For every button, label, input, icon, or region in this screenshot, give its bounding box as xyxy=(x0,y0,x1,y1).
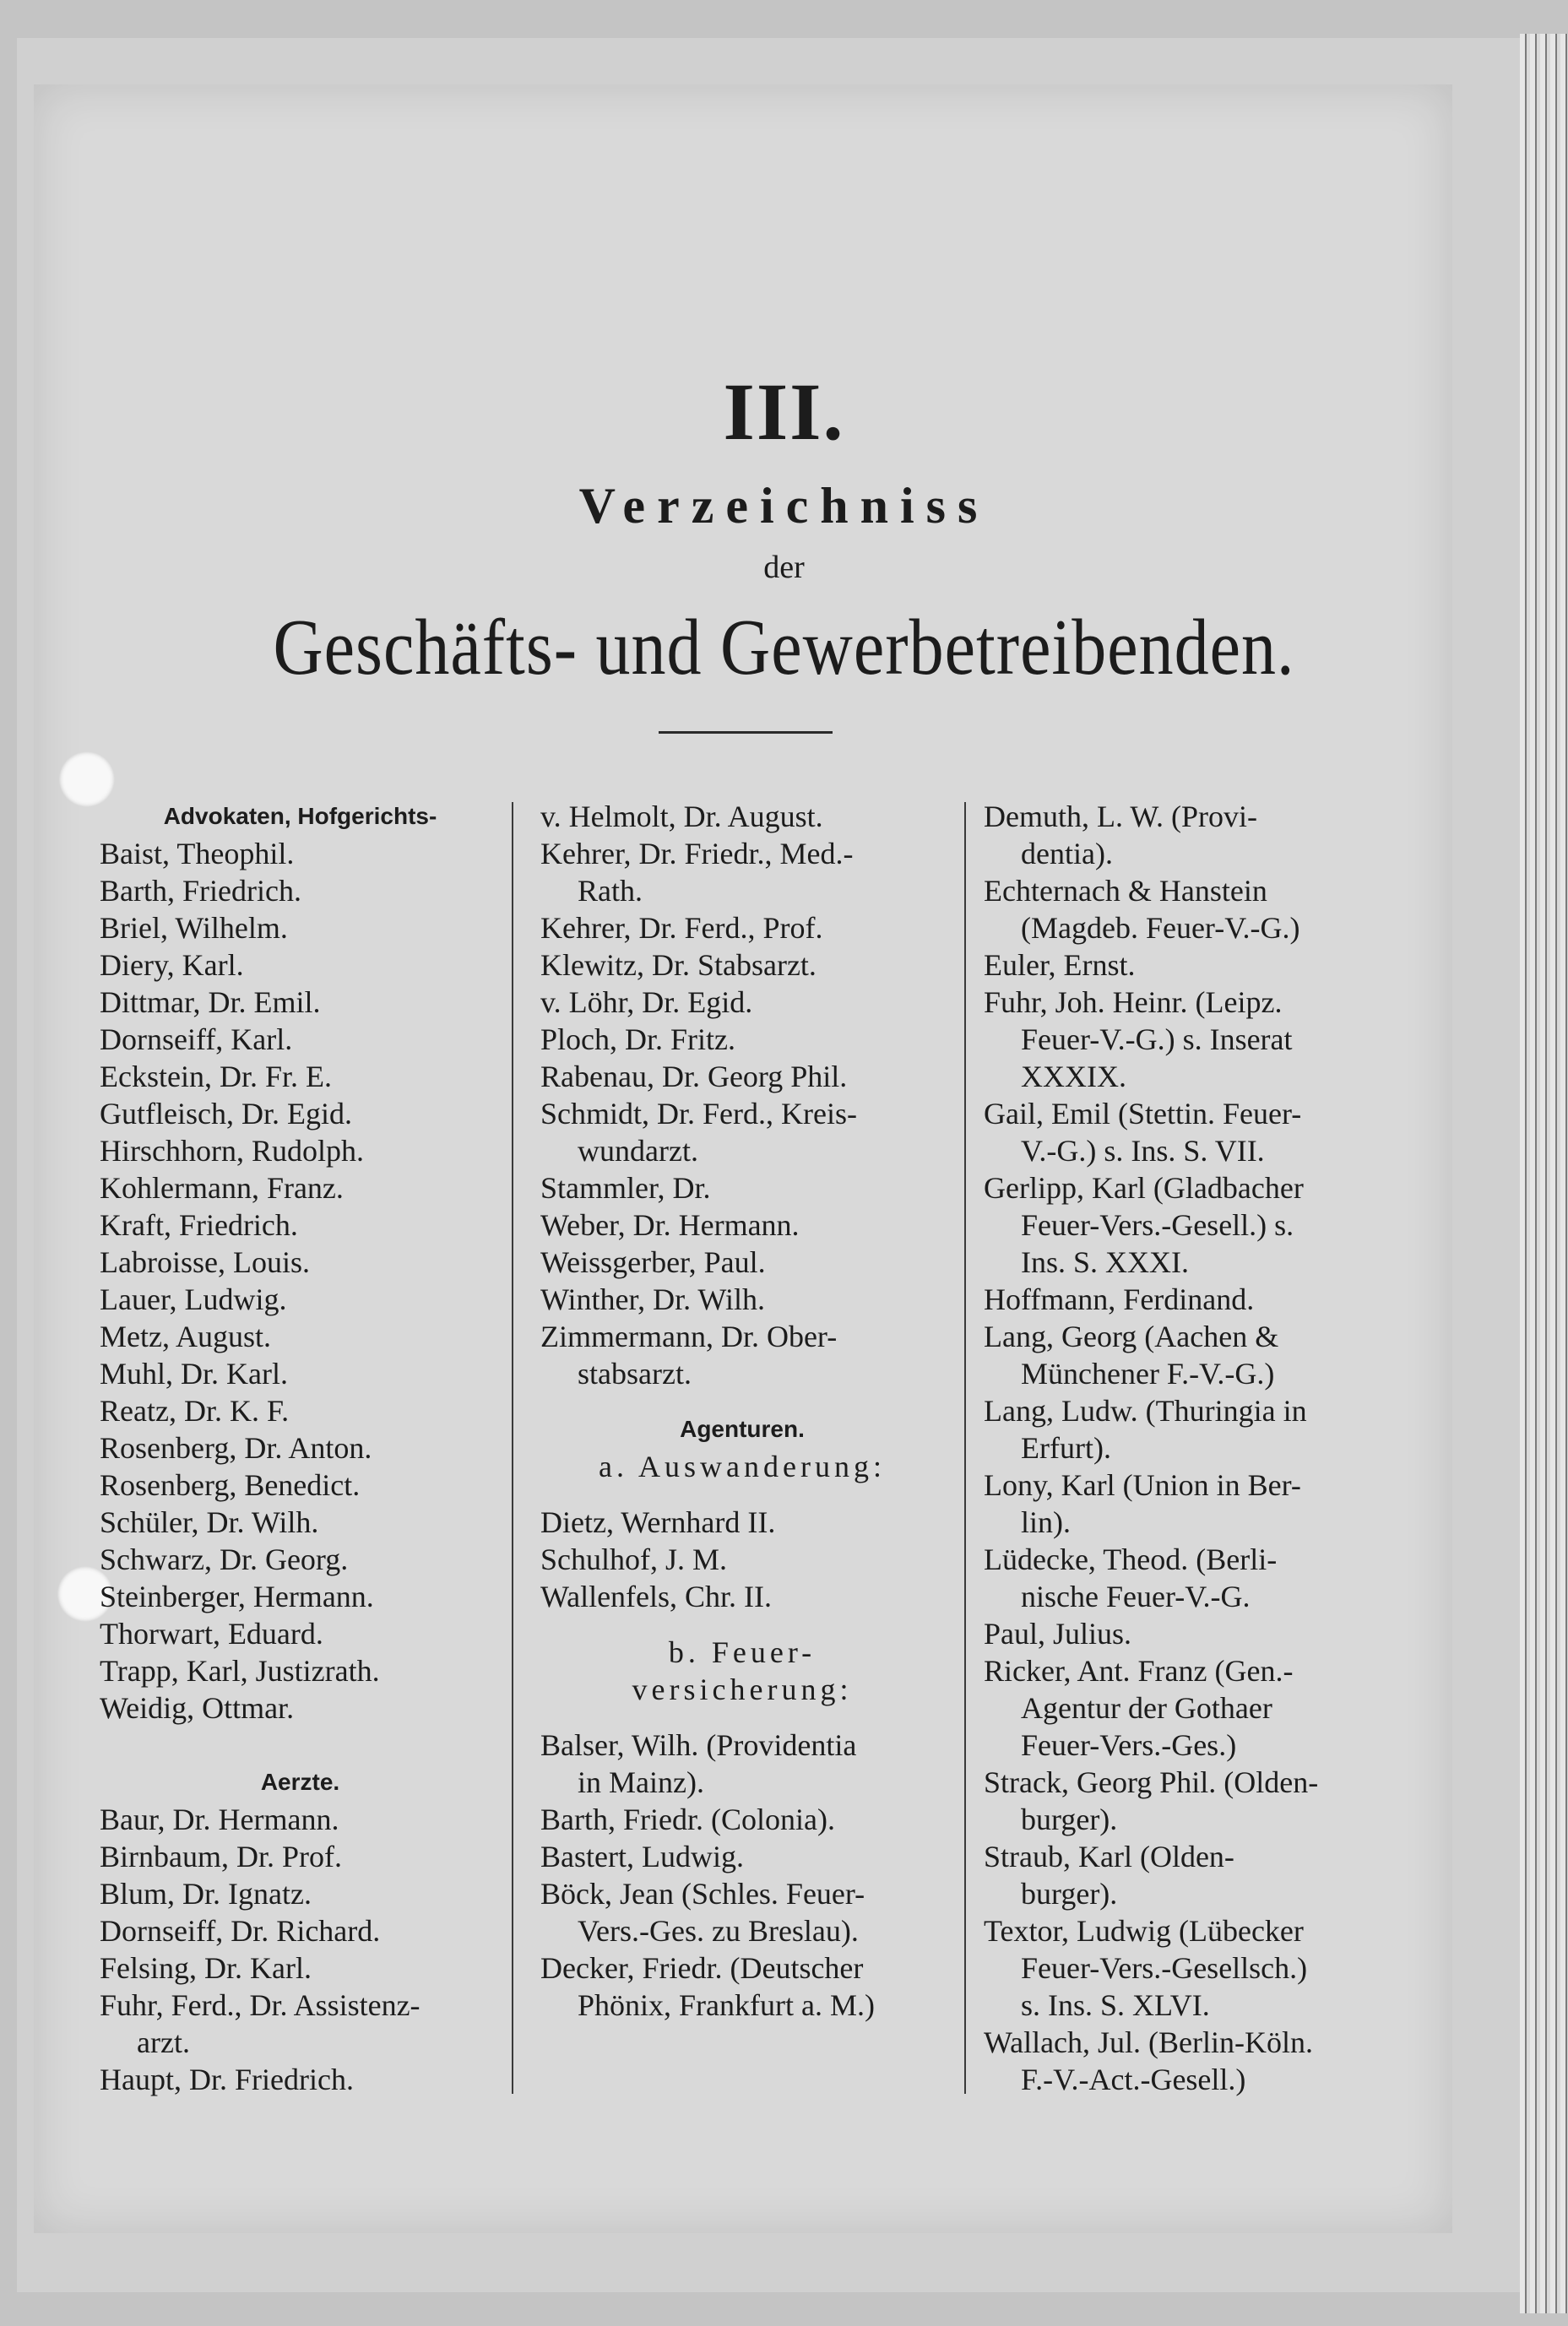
list-item: Fuhr, Ferd., Dr. Assistenz- xyxy=(100,1988,420,2022)
list-item: Diery, Karl. xyxy=(100,948,244,982)
list-item: Metz, August. xyxy=(100,1320,271,1353)
page-title: Verzeichniss xyxy=(578,478,990,534)
list-auswanderung xyxy=(540,1504,944,1615)
list-item: Gerlipp, Karl (Gladbacher xyxy=(984,1171,1304,1205)
list-item: Birnbaum, Dr. Prof. xyxy=(100,1840,342,1873)
column-middle xyxy=(540,798,944,2024)
list-item: Schüler, Dr. Wilh. xyxy=(100,1505,319,1539)
list-item: Barth, Friedr. (Colonia). xyxy=(540,1803,835,1836)
title-connector: der xyxy=(763,550,805,585)
list-item: Hoffmann, Ferdinand. xyxy=(984,1282,1255,1316)
list-item-continuation: Vers.-Ges. zu Breslau). xyxy=(578,1914,859,1948)
list-item: Reatz, Dr. K. F. xyxy=(100,1394,290,1428)
section-heading-advokaten: Advokaten, Hofgerichts- xyxy=(163,803,437,829)
list-item: Stammler, Dr. xyxy=(540,1171,711,1205)
list-item: Dittmar, Dr. Emil. xyxy=(100,985,321,1019)
list-item: Gail, Emil (Stettin. Feuer- xyxy=(984,1097,1302,1130)
list-item: Wallach, Jul. (Berlin-Köln. xyxy=(984,2025,1314,2059)
list-item: Labroisse, Louis. xyxy=(100,1245,310,1279)
subheading-feuer-line1: b. Feuer- xyxy=(668,1635,817,1669)
list-item-continuation: Ins. S. XXXI. xyxy=(1021,1245,1190,1279)
column-left xyxy=(100,798,501,2098)
section-spacer xyxy=(540,1615,944,1634)
section-heading-agenturen: Agenturen. xyxy=(680,1416,805,1442)
list-item: Schulhof, J. M. xyxy=(540,1543,728,1576)
page-subtitle: Geschäfts- und Gewerbetreibenden. xyxy=(273,603,1295,691)
column-divider-2 xyxy=(964,802,966,2094)
list-item: Muhl, Dr. Karl. xyxy=(100,1357,288,1391)
list-advokaten xyxy=(100,835,501,1727)
list-item-continuation: s. Ins. S. XLVI. xyxy=(1021,1988,1210,2022)
list-item: Lang, Ludw. (Thuringia in xyxy=(984,1394,1307,1428)
list-item: Ploch, Dr. Fritz. xyxy=(540,1022,735,1056)
list-item-continuation: Feuer-Vers.-Gesellsch.) xyxy=(1021,1951,1308,1985)
list-item: Euler, Ernst. xyxy=(984,948,1136,982)
list-item: Kohlermann, Franz. xyxy=(100,1171,344,1205)
list-item: Rosenberg, Dr. Anton. xyxy=(100,1431,372,1465)
list-item: Wallenfels, Chr. II. xyxy=(540,1580,773,1613)
list-aerzte-continued xyxy=(540,798,944,1392)
list-item: Textor, Ludwig (Lübecker xyxy=(984,1914,1304,1948)
title-divider xyxy=(659,731,833,734)
list-item: Weidig, Ottmar. xyxy=(100,1691,295,1725)
list-item: Echternach & Hanstein xyxy=(984,874,1267,908)
list-item: Kraft, Friedrich. xyxy=(100,1208,298,1242)
list-item-continuation: F.-V.-Act.-Gesell.) xyxy=(1021,2063,1246,2096)
list-item-continuation: XXXIX. xyxy=(1021,1060,1126,1093)
list-item: Schmidt, Dr. Ferd., Kreis- xyxy=(540,1097,857,1130)
list-item: Weber, Dr. Hermann. xyxy=(540,1208,800,1242)
list-item-continuation: lin). xyxy=(1021,1505,1071,1539)
list-item: Blum, Dr. Ignatz. xyxy=(100,1877,312,1911)
list-item: Decker, Friedr. (Deutscher xyxy=(540,1951,864,1985)
list-item: Lüdecke, Theod. (Berli- xyxy=(984,1543,1278,1576)
list-item-continuation: Phönix, Frankfurt a. M.) xyxy=(578,1988,875,2022)
list-item: Hirschhorn, Rudolph. xyxy=(100,1134,364,1168)
list-item: Haupt, Dr. Friedrich. xyxy=(100,2063,354,2096)
list-item: Fuhr, Joh. Heinr. (Leipz. xyxy=(984,985,1283,1019)
list-item-continuation: stabsarzt. xyxy=(578,1357,692,1391)
section-spacer xyxy=(540,1485,944,1504)
list-item-continuation: dentia). xyxy=(1021,837,1113,870)
list-item-continuation: Erfurt). xyxy=(1021,1431,1111,1465)
subheading-feuer-line2: versicherung: xyxy=(632,1673,853,1706)
list-feuerversicherung xyxy=(540,1727,944,2024)
list-item: Demuth, L. W. (Provi- xyxy=(984,800,1257,833)
list-item: Trapp, Karl, Justizrath. xyxy=(100,1654,380,1688)
subheading-auswanderung: a. Auswanderung: xyxy=(599,1450,886,1483)
list-item-continuation: Feuer-V.-G.) s. Inserat xyxy=(1021,1022,1293,1056)
list-item: Baur, Dr. Hermann. xyxy=(100,1803,339,1836)
list-item-continuation: nische Feuer-V.-G. xyxy=(1021,1580,1251,1613)
list-feuerversicherung-continued xyxy=(984,798,1387,2098)
list-item: Kehrer, Dr. Friedr., Med.- xyxy=(540,837,854,870)
list-item: Weissgerber, Paul. xyxy=(540,1245,766,1279)
list-item: Winther, Dr. Wilh. xyxy=(540,1282,765,1316)
list-item: Lauer, Ludwig. xyxy=(100,1282,287,1316)
list-item: Schwarz, Dr. Georg. xyxy=(100,1543,349,1576)
section-spacer xyxy=(100,1727,501,1764)
list-item: Straub, Karl (Olden- xyxy=(984,1840,1234,1873)
list-item-continuation: Feuer-Vers.-Gesell.) s. xyxy=(1021,1208,1294,1242)
list-item-continuation: burger). xyxy=(1021,1877,1118,1911)
list-item-continuation: arzt. xyxy=(137,2025,190,2059)
list-item: Briel, Wilhelm. xyxy=(100,911,288,945)
list-item: Böck, Jean (Schles. Feuer- xyxy=(540,1877,865,1911)
list-item: Dietz, Wernhard II. xyxy=(540,1505,776,1539)
list-item: Thorwart, Eduard. xyxy=(100,1617,323,1651)
list-item-continuation: wundarzt. xyxy=(578,1134,698,1168)
list-item-continuation: Münchener F.-V.-G.) xyxy=(1021,1357,1275,1391)
list-item-continuation: Rath. xyxy=(578,874,643,908)
list-item: Bastert, Ludwig. xyxy=(540,1840,744,1873)
list-item: Felsing, Dr. Karl. xyxy=(100,1951,312,1985)
list-item-continuation: in Mainz). xyxy=(578,1765,704,1799)
list-item: v. Helmolt, Dr. August. xyxy=(540,800,823,833)
list-item: Lony, Karl (Union in Ber- xyxy=(984,1468,1301,1502)
list-item: Rabenau, Dr. Georg Phil. xyxy=(540,1060,848,1093)
list-item: Baist, Theophil. xyxy=(100,837,295,870)
list-item: Strack, Georg Phil. (Olden- xyxy=(984,1765,1319,1799)
list-item: Paul, Julius. xyxy=(984,1617,1132,1651)
list-item: Barth, Friedrich. xyxy=(100,874,301,908)
section-spacer xyxy=(540,1392,944,1411)
list-item: Dornseiff, Karl. xyxy=(100,1022,293,1056)
column-right xyxy=(984,798,1387,2098)
list-item: Lang, Georg (Aachen & xyxy=(984,1320,1279,1353)
list-item: Balser, Wilh. (Providentia xyxy=(540,1728,857,1762)
section-heading-aerzte: Aerzte. xyxy=(260,1769,340,1795)
list-item: Dornseiff, Dr. Richard. xyxy=(100,1914,381,1948)
section-spacer xyxy=(540,1708,944,1727)
list-item-continuation: V.-G.) s. Ins. S. VII. xyxy=(1021,1134,1265,1168)
list-aerzte xyxy=(100,1801,501,2098)
column-divider-1 xyxy=(512,802,513,2094)
list-item: v. Löhr, Dr. Egid. xyxy=(540,985,753,1019)
list-item: Ricker, Ant. Franz (Gen.- xyxy=(984,1654,1294,1688)
list-item: Zimmermann, Dr. Ober- xyxy=(540,1320,838,1353)
list-item: Klewitz, Dr. Stabsarzt. xyxy=(540,948,817,982)
list-item: Rosenberg, Benedict. xyxy=(100,1468,361,1502)
list-item-continuation: (Magdeb. Feuer-V.-G.) xyxy=(1021,911,1300,945)
list-item-continuation: Feuer-Vers.-Ges.) xyxy=(1021,1728,1237,1762)
list-item-continuation: Agentur der Gothaer xyxy=(1021,1691,1272,1725)
list-item: Steinberger, Hermann. xyxy=(100,1580,374,1613)
list-item: Kehrer, Dr. Ferd., Prof. xyxy=(540,911,823,945)
list-item: Gutfleisch, Dr. Egid. xyxy=(100,1097,352,1130)
list-item: Eckstein, Dr. Fr. E. xyxy=(100,1060,332,1093)
list-item-continuation: burger). xyxy=(1021,1803,1118,1836)
chapter-numeral: III. xyxy=(723,366,845,457)
